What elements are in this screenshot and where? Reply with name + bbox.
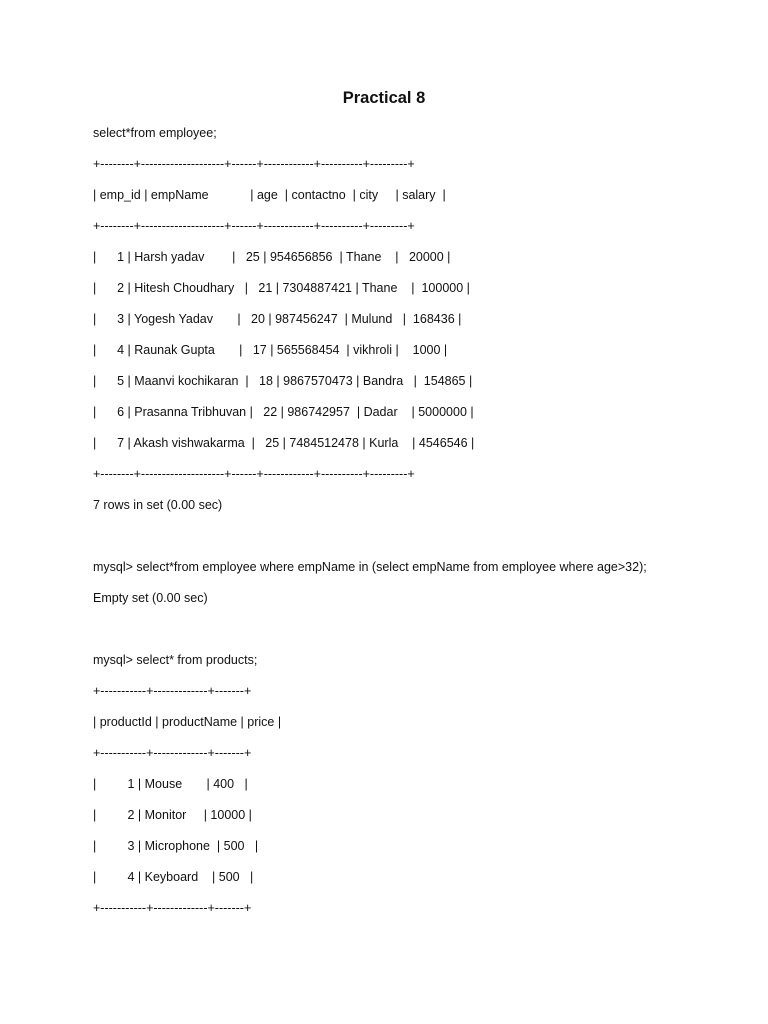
table-border: +--------+--------------------+------+------------+----------+---------+ [93,157,415,171]
table-row: | 3 | Yogesh Yadav | 20 | 987456247 | Mulund | 168436 | [93,312,462,326]
sql-query: mysql> select* from products; [93,653,258,667]
result-summary: Empty set (0.00 sec) [93,591,208,605]
table-border: +--------+--------------------+------+------------+----------+---------+ [93,219,415,233]
table-border: +-----------+-------------+-------+ [93,684,252,698]
table-border: +-----------+-------------+-------+ [93,746,252,760]
table-border: +--------+--------------------+------+------------+----------+---------+ [93,467,415,481]
blank-line [93,526,733,557]
blank-line [93,619,733,650]
table-row: | 5 | Maanvi kochikaran | 18 | 9867570473 | Bandra | 154865 | [93,374,473,388]
table-row: | 2 | Monitor | 10000 | [93,808,252,822]
table-row: | 6 | Prasanna Tribhuvan | 22 | 986742957 | Dadar | 5000000 | [93,405,474,419]
table-header-row: | productId | productName | price | [93,715,282,729]
table-border: +-----------+-------------+-------+ [93,901,252,915]
text-line: select*from employee; [93,126,217,140]
table-row: | 4 | Raunak Gupta | 17 | 565568454 | vikhroli | 1000 | [93,343,448,357]
table-row: | 1 | Mouse | 400 | [93,777,248,791]
table-row: | 2 | Hitesh Choudhary | 21 | 7304887421 | Thane | 100000 | [93,281,470,295]
result-summary: 7 rows in set (0.00 sec) [93,498,223,512]
table-row: | 3 | Microphone | 500 | [93,839,259,853]
table-header-row: | emp_id | empName | age | contactno | city | salary | [93,188,446,202]
sql-output [93,123,733,929]
page-title: Practical 8 [342,89,426,107]
table-row: | 7 | Akash vishwakarma | 25 | 7484512478 | Kurla | 4546546 | [93,436,475,450]
table-row: | 4 | Keyboard | 500 | [93,870,254,884]
sql-query: mysql> select*from employee where empName in (select empName from employee where age>32); [93,560,647,574]
table-row: | 1 | Harsh yadav | 25 | 954656856 | Thane | 20000 | [93,250,451,264]
